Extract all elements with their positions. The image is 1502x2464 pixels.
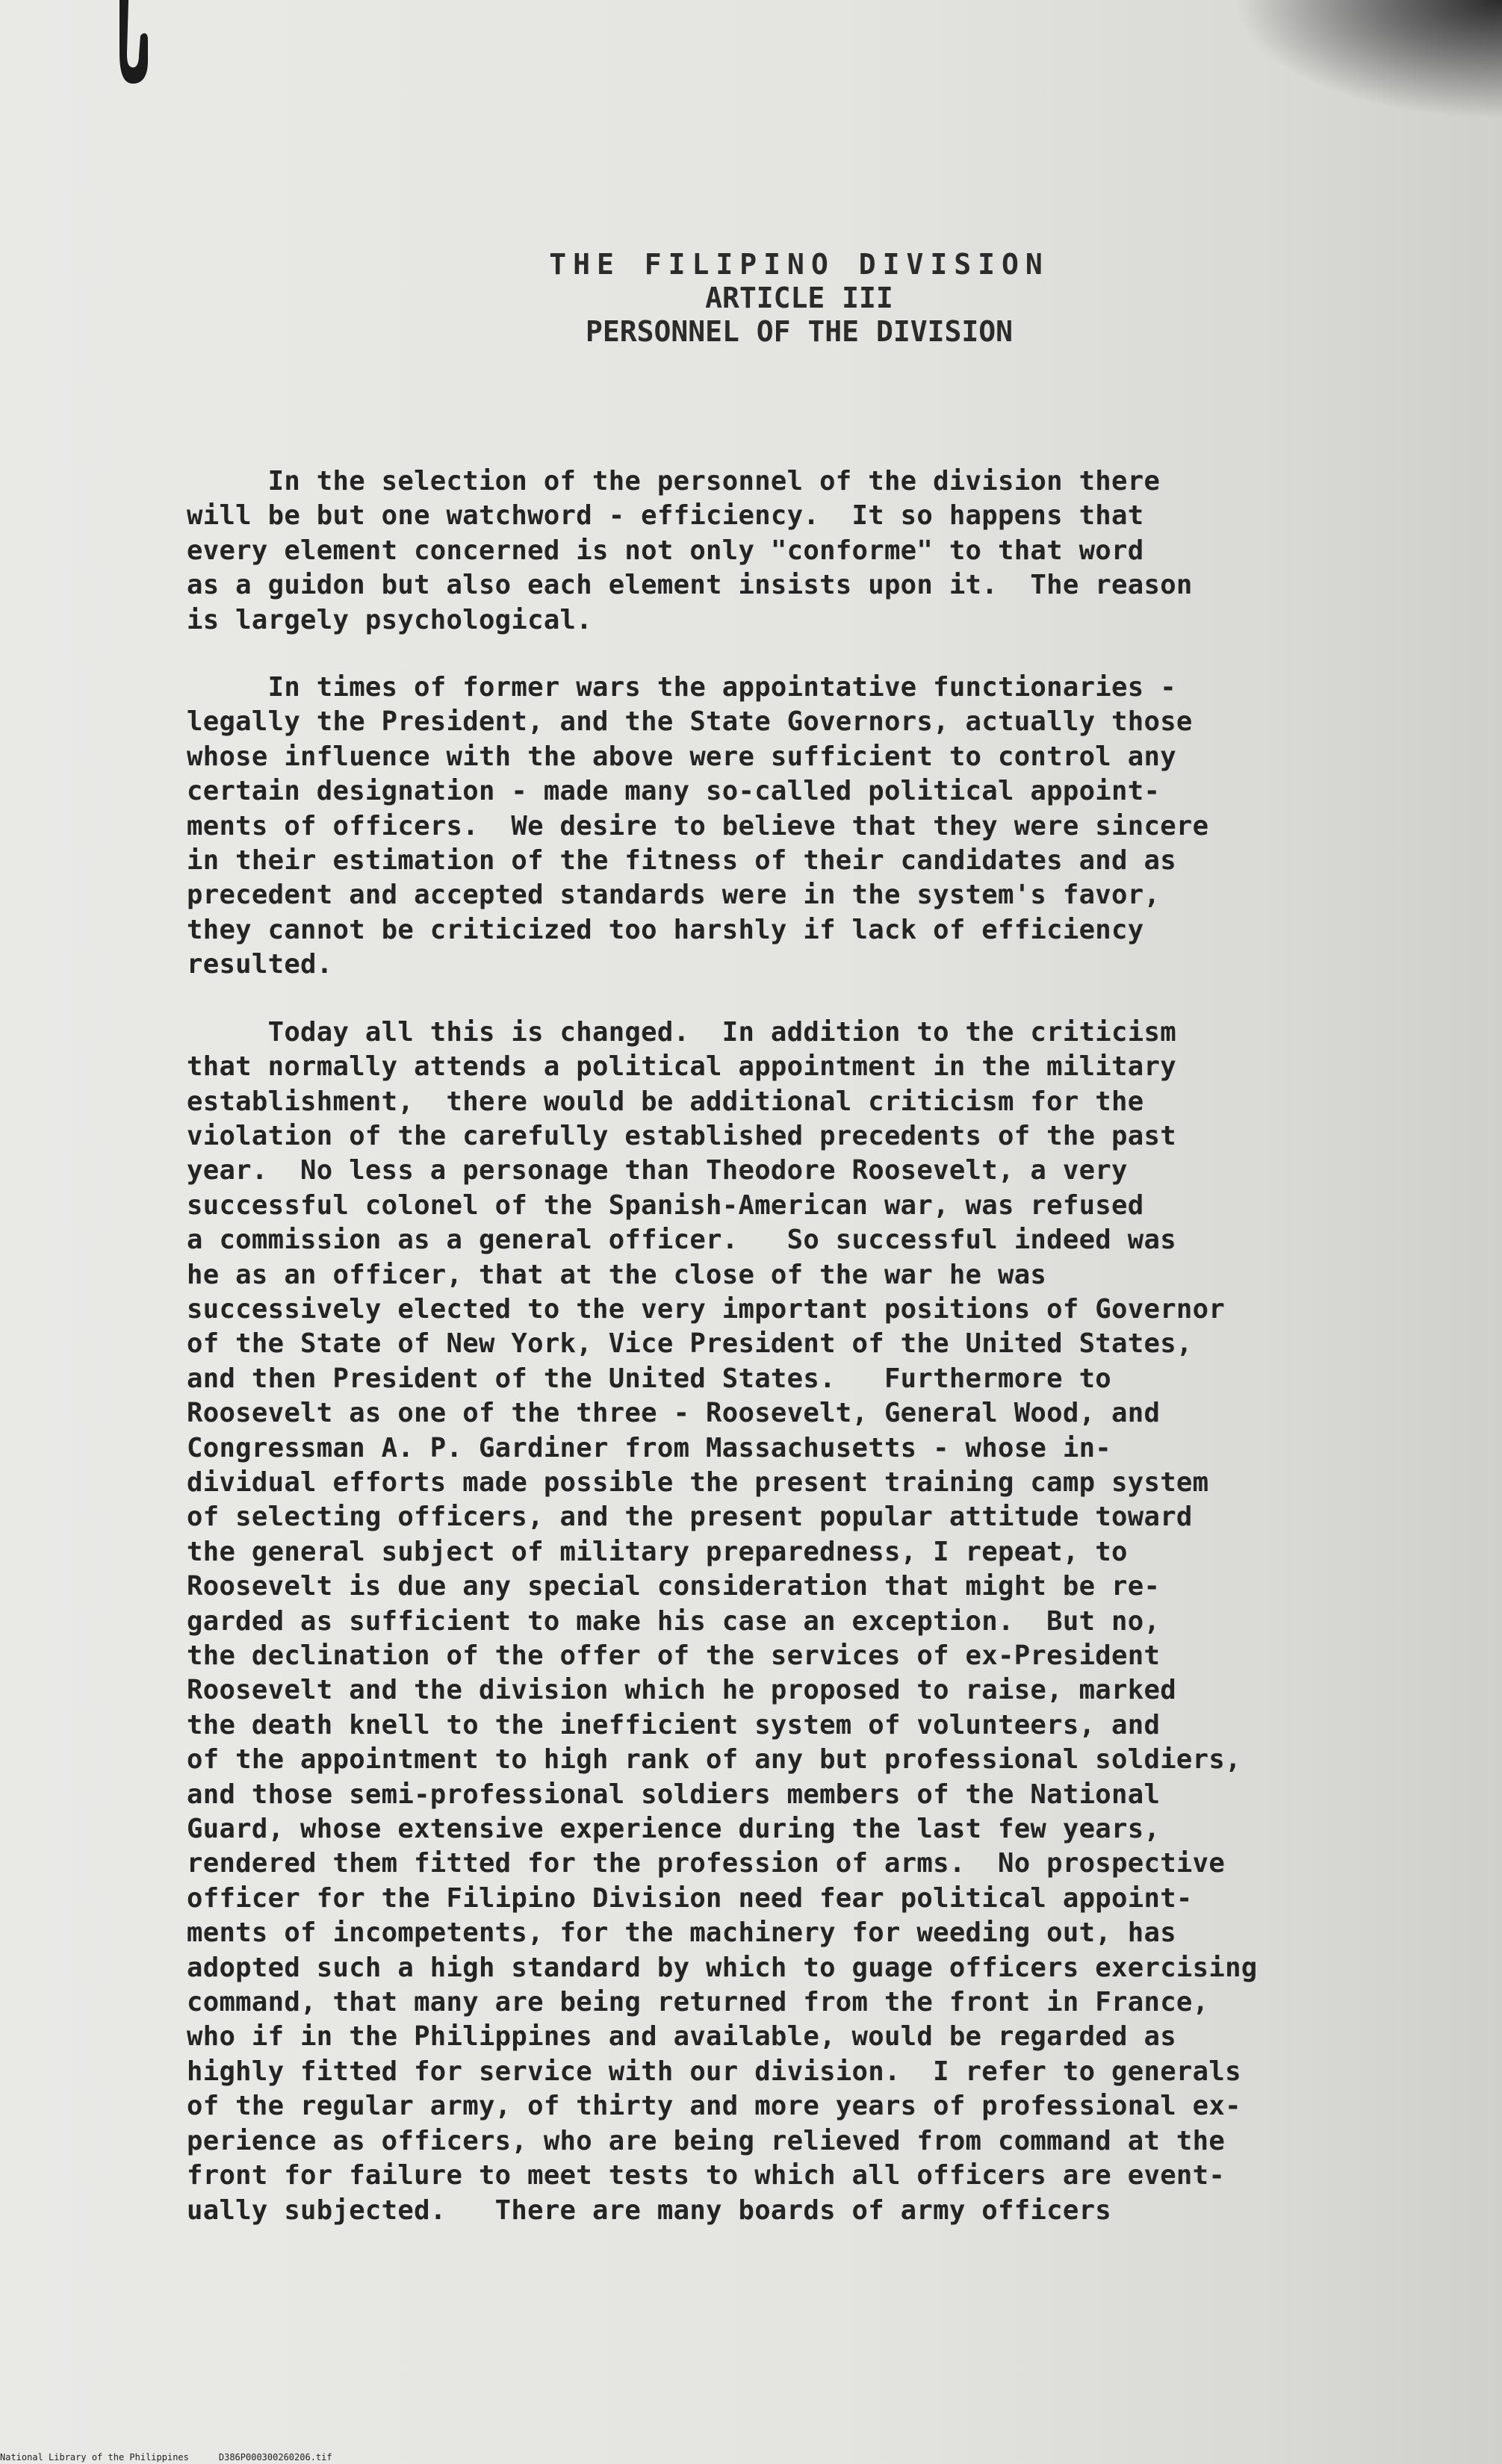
text-line: of the appointment to high rank of any but professional soldiers, bbox=[187, 1744, 1241, 1776]
text-line: ments of officers. We desire to believe that they were sincere bbox=[187, 810, 1209, 841]
text-line: who if in the Philippines and available, would be regarded as bbox=[187, 2021, 1176, 2053]
text-line: ments of incompetents, for the machinery for weeding out, has bbox=[187, 1917, 1176, 1949]
text-line: as a guidon but also each element insists upon it. The reason bbox=[187, 570, 1193, 601]
library-credit: National Library of the Philippines bbox=[0, 2452, 189, 2463]
text-line: resulted. bbox=[187, 949, 333, 980]
text-line: and then President of the United States. Furthermore to bbox=[187, 1363, 1112, 1394]
text-line: Today all this is changed. In addition to the criticism bbox=[187, 1016, 1176, 1048]
document-heading bbox=[418, 248, 1180, 349]
text-line: officer for the Filipino Division need fear political appoint- bbox=[187, 1882, 1193, 1914]
text-line: ually subjected. There are many boards of army officers bbox=[187, 2194, 1112, 2226]
text-line: Guard, whose extensive experience during the last few years, bbox=[187, 1814, 1161, 1845]
text-line: highly fitted for service with our division. I refer to generals bbox=[187, 2056, 1241, 2087]
text-line: they cannot be criticized too harshly if lack of efficiency bbox=[187, 914, 1144, 945]
file-name: D386P000300260206.tif bbox=[218, 2452, 332, 2463]
document-title: THE FILIPINO DIVISION bbox=[549, 248, 1049, 281]
paper-clip-mark bbox=[111, 0, 154, 88]
text-line: Congressman A. P. Gardiner from Massachusetts - whose in- bbox=[187, 1432, 1112, 1463]
article-subtitle: PERSONNEL OF THE DIVISION bbox=[586, 315, 1013, 348]
text-line: command, that many are being returned from the front in France, bbox=[187, 1987, 1209, 2018]
text-line: a commission as a general officer. So successful indeed was bbox=[187, 1225, 1176, 1256]
text-line: violation of the carefully established precedents of the past bbox=[187, 1120, 1176, 1151]
text-line: that normally attends a political appointment in the military bbox=[187, 1051, 1176, 1083]
text-line: adopted such a high standard by which to guage officers exercising bbox=[187, 1952, 1258, 1983]
text-line: Roosevelt is due any special consideration that might be re- bbox=[187, 1571, 1161, 1602]
text-line: year. No less a personage than Theodore Roosevelt, a very bbox=[187, 1155, 1128, 1186]
text-line: whose influence with the above were sufficient to control any bbox=[187, 741, 1176, 772]
text-line: precedent and accepted standards were in the system's favor, bbox=[187, 880, 1161, 911]
paragraph bbox=[187, 464, 1382, 638]
text-line: dividual efforts made possible the present training camp system bbox=[187, 1466, 1209, 1498]
text-line: front for failure to meet tests to which all officers are event- bbox=[187, 2160, 1226, 2191]
text-line: in their estimation of the fitness of their candidates and as bbox=[187, 845, 1176, 877]
text-line: legally the President, and the State Governors, actually those bbox=[187, 706, 1193, 738]
text-line: In times of former wars the appointative functionaries - bbox=[187, 672, 1176, 703]
text-line: Roosevelt as one of the three - Roosevelt, General Wood, and bbox=[187, 1398, 1161, 1429]
text-line: of the regular army, of thirty and more years of professional ex- bbox=[187, 2091, 1241, 2122]
text-line: successful colonel of the Spanish-American war, was refused bbox=[187, 1189, 1144, 1221]
text-line: rendered them fitted for the profession of arms. No prospective bbox=[187, 1848, 1226, 1879]
text-line: every element concerned is not only "conforme" to that word bbox=[187, 535, 1144, 566]
paragraph bbox=[187, 1015, 1382, 2228]
text-line: is largely psychological. bbox=[187, 604, 592, 635]
scan-shadow bbox=[1233, 0, 1502, 119]
scan-footer bbox=[0, 2452, 332, 2463]
article-number: ARTICLE III bbox=[705, 281, 893, 314]
text-line: he as an officer, that at the close of the war he was bbox=[187, 1259, 1047, 1290]
text-line: will be but one watchword - efficiency. It so happens that bbox=[187, 500, 1144, 532]
text-line: of selecting officers, and the present popular attitude toward bbox=[187, 1502, 1193, 1533]
paragraph bbox=[187, 671, 1382, 983]
text-line: the general subject of military preparedness, I repeat, to bbox=[187, 1536, 1128, 1567]
text-line: garded as sufficient to make his case an exception. But no, bbox=[187, 1605, 1161, 1637]
text-line: certain designation - made many so-called political appoint- bbox=[187, 776, 1161, 807]
text-line: the declination of the offer of the services of ex-President bbox=[187, 1640, 1161, 1671]
text-line: In the selection of the personnel of the division there bbox=[187, 466, 1161, 497]
text-line: successively elected to the very important positions of Governor bbox=[187, 1293, 1226, 1325]
document-body bbox=[187, 464, 1382, 2261]
text-line: Roosevelt and the division which he proposed to raise, marked bbox=[187, 1675, 1176, 1706]
text-line: and those semi-professional soldiers members of the National bbox=[187, 1779, 1161, 1810]
text-line: the death knell to the inefficient system of volunteers, and bbox=[187, 1709, 1161, 1740]
text-line: of the State of New York, Vice President of the United States, bbox=[187, 1328, 1193, 1360]
text-line: establishment, there would be additional criticism for the bbox=[187, 1086, 1144, 1117]
text-line: perience as officers, who are being relieved from command at the bbox=[187, 2125, 1226, 2156]
